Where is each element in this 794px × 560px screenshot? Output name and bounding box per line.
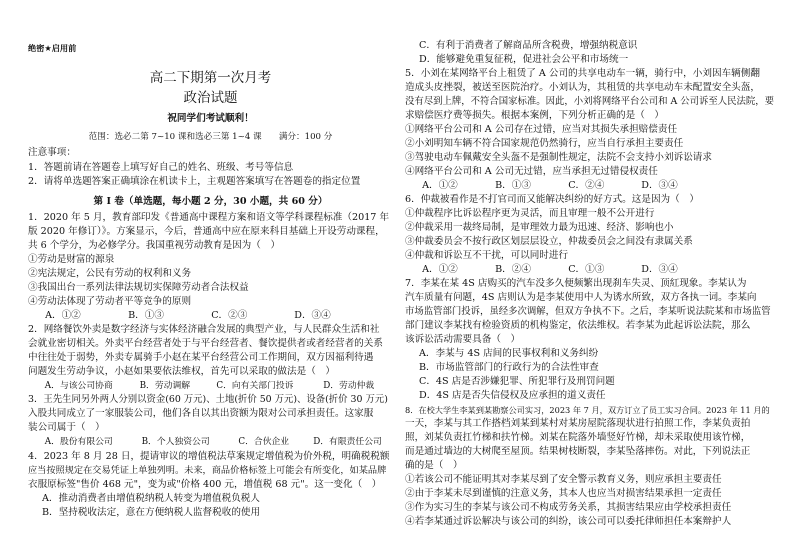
exam-scope: 范围：选必二第 7~10 课和选必三第 1~4 课 满分：100 分 bbox=[88, 132, 333, 142]
q6-line: 6．仲裁被看作是不打官司而又能解决纠纷的好方式。这是因为（ ） bbox=[405, 194, 699, 205]
q2-option-c[interactable]: C．向有关部门投诉 bbox=[216, 381, 294, 391]
note-1: 1．答题前请在答题卷上填写好自己的姓名、班级、考号等信息 bbox=[28, 162, 294, 173]
q4-option-c[interactable]: C．有利于消费者了解商品所含税费，增强纳税意识 bbox=[419, 40, 638, 51]
q5-statement: ④网络平台公司和 A 公司无过错，应当承担无过错侵权责任 bbox=[405, 166, 658, 177]
q2-line: 2．网络餐饮外卖是数字经济与实体经济融合发展的典型产业，与人民群众生活和社 bbox=[28, 324, 380, 335]
q8-line: ①若该公司不能证明其对李某尽到了安全警示教育义务，则应承担主要责任 bbox=[405, 474, 722, 485]
q5-line: 造成头皮挫裂，被送至医院治疗。小刘认为，其租赁的共享电动车未配置安全头盔， bbox=[405, 82, 760, 93]
q2-option-d[interactable]: D．劳动仲裁 bbox=[323, 381, 375, 391]
q5-line: 5．小刘在某网络平台上租赁了 A 公司的共享电动车一辆，骑行中，小刘因车辆侧翻 bbox=[405, 68, 760, 79]
q4-line: 衣服原标签"售价 468 元"，变为或"价格 400 元，增值税 68 元"。这一变化（ ） bbox=[28, 479, 382, 490]
q2-line: 会就业密切相关。外卖平台经营者处于与平台经营者、餐饮提供者或者经营者的关系 bbox=[28, 338, 383, 349]
q7-line: 部门建议李某找有检验资质的机构鉴定，依法维权。若李某为此起诉讼法院，那么 bbox=[405, 320, 751, 331]
q5-line: 求赔偿医疗费等损失。根据本案例，下列分析正确的是（ ） bbox=[405, 110, 665, 121]
q6-option-c[interactable]: C．①③ bbox=[568, 264, 605, 275]
q1-option-d[interactable]: D．③④ bbox=[294, 310, 331, 321]
q6-statement: ③仲裁委员会不按行政区划层层设立，仲裁委员会之间没有隶属关系 bbox=[405, 236, 693, 247]
q7-line: 汽车质量有问题，4S 店则认为是李某使用中人为诱水所致，双方各执一词。李某向 bbox=[405, 292, 757, 303]
q8-statement: ④若李某通过诉讼解决与该公司的纠纷，该公司可以委托律师担任本案辩护人 bbox=[405, 516, 732, 527]
q7-option-a[interactable]: A．李某与 4S 店间的民事权利和义务纠纷 bbox=[419, 348, 599, 359]
q1-line: 1．2020 年 5 月，教育部印发《普通高中课程方案和语文等学科课程标准（2017 年 bbox=[28, 212, 390, 223]
q3-option-d[interactable]: D．有限责任公司 bbox=[313, 437, 382, 447]
exam-title: 高二下期第一次月考 bbox=[149, 70, 272, 86]
q1-line: 共 6 个学分，为必修学分。我国重视劳动教育是因为（ ） bbox=[28, 240, 281, 251]
q5-option-b[interactable]: B．①③ bbox=[495, 180, 531, 191]
q6-option-d[interactable]: D．③④ bbox=[641, 264, 678, 275]
note-2: 2．请将单选题答案正确填涂在机读卡上，主观题答案填写在答题卷的指定位置 bbox=[28, 176, 361, 187]
q8-line: 一天，李某与其工作搭档刘某到某村对某房屋院落现状进行拍照工作，李某负责拍 bbox=[405, 418, 751, 429]
q5-statement: ③驾驶电动车佩戴安全头盔不是强制性规定，法院不会支持小刘诉讼请求 bbox=[405, 152, 712, 163]
q3-line: 装公司属于（ ） bbox=[28, 422, 105, 433]
q6-statement: ①仲裁程序比诉讼程序更为灵活，而且审理一般不公开进行 bbox=[405, 208, 655, 219]
notes-heading: 注意事项： bbox=[28, 147, 76, 158]
q5-option-a[interactable]: A．①② bbox=[422, 180, 458, 191]
q7-option-c[interactable]: C．4S 店是否涉嫌犯罪、所犯罪行及刑罚问题 bbox=[419, 376, 615, 387]
q2-line: 中往往处于弱势，外卖专属骑手小赵在某平台经营公司工作期间，双方因福利待遇 bbox=[28, 352, 374, 363]
secret-mark: 绝密★启用前 bbox=[28, 43, 77, 53]
q6-statement: ④仲裁和诉讼互不干扰，可以同时进行 bbox=[405, 250, 569, 261]
q4-line: 4．2023 年 8 月 28 日，提请审议的增值税法草案规定增值税为价外税，明确税税额 bbox=[28, 451, 390, 462]
q7-option-b[interactable]: B．市场监管部门的行政行为的合法性审查 bbox=[419, 362, 599, 373]
q3-line: 3．王先生同另外两人分别以资金(60 万元)、土地(折价 50 万元)、设备(折价 30 万元) bbox=[28, 394, 388, 405]
q3-option-b[interactable]: B．个人独资公司 bbox=[141, 437, 210, 447]
q8-line: 确的是（ ） bbox=[405, 460, 463, 471]
q2-options bbox=[28, 380, 393, 392]
q7-option-d[interactable]: D．4S 店是否失信侵权及应承担的道义责任 bbox=[419, 390, 606, 401]
q2-option-a[interactable]: A．与该公司协商 bbox=[44, 381, 113, 391]
q7-line: 该诉讼活动需要具备（ ） bbox=[405, 334, 521, 345]
q4-option-b[interactable]: B．坚持税收法定，意在方便纳税人监督税收的使用 bbox=[42, 507, 261, 518]
q3-option-a[interactable]: A．股份有限公司 bbox=[44, 437, 113, 447]
q1-options bbox=[28, 310, 374, 322]
q5-statement: ②小刘明知车辆不符合国家规范仍然骑行，应当自行承担主要责任 bbox=[405, 138, 684, 149]
q8-line: 8．在校大学生李某到某勘察公司实习，2023 年 7 月，双方订立了员工实习合同。2023 年 11 月的 bbox=[405, 405, 770, 415]
q2-line: 问题发生劳动争议，小赵如果要依法维权，首先可以采取的做法是（ ） bbox=[28, 366, 335, 377]
q7-line: 市场监管部门投诉，虽经多次调解，但双方争执不下。之后，李某听说法院某和市场监管 bbox=[405, 306, 771, 317]
q5-statement: ①网络平台公司和 A 公司存在过错，应当对其损失承担赔偿责任 bbox=[405, 124, 678, 135]
q5-options bbox=[405, 180, 711, 192]
q1-option-b[interactable]: B．①③ bbox=[128, 310, 164, 321]
q3-options bbox=[28, 436, 393, 448]
exam-subtitle: 政治试题 bbox=[183, 90, 238, 106]
q4-option-a[interactable]: A．推动消费者由增值税纳税人转变为增值税负税人 bbox=[42, 493, 260, 504]
q2-option-b[interactable]: B．劳动调解 bbox=[139, 381, 191, 391]
part1-heading: 第 I 卷（单选题，每小题 2 分，30 小题，共 60 分） bbox=[93, 196, 328, 207]
q1-option-a[interactable]: A．①② bbox=[45, 310, 81, 321]
q1-statement: ③我国出台一系列法律法规切实保障劳动者合法权益 bbox=[28, 282, 249, 293]
q8-statement: ②由于李某未尽到谨慎的注意义务，其本人也应当对损害结果承担一定责任 bbox=[405, 488, 722, 499]
q1-statement: ①劳动是财富的源泉 bbox=[28, 254, 115, 265]
q5-line: 没有尽到上牌，不符合国家标准。因此，小刘将网络平台公司和 A 公司诉至人民法院，要 bbox=[405, 96, 774, 107]
q6-options bbox=[405, 264, 711, 276]
q5-option-c[interactable]: C．②④ bbox=[568, 180, 605, 191]
q7-line: 7．李某在某 4S 店购买的汽车没多久便频繁出现刹车失灵、顶紅现象。李某认为 bbox=[405, 278, 747, 289]
q8-line: 而是通过墙边的大树爬至屋顶。结果树枝断裂，李某坠落摔伤。对此，下列说法正 bbox=[405, 446, 751, 457]
q1-option-c[interactable]: C．②③ bbox=[211, 310, 248, 321]
q4-line: 应当按照规定在交易凭证上单独列明。未来，商品价格标签上可能会有所变化，如某品牌 bbox=[28, 465, 387, 476]
q5-option-d[interactable]: D．③④ bbox=[641, 180, 678, 191]
q4-option-d[interactable]: D．能够避免重复征税，促进社会公平和市场统一 bbox=[419, 54, 629, 65]
q6-option-b[interactable]: B．②④ bbox=[495, 264, 531, 275]
q6-statement: ②仲裁采用一裁终局制，是审理效力最为迅速、经济、影响也小 bbox=[405, 222, 674, 233]
q1-statement: ④劳动法体现了劳动者平等竞争的原则 bbox=[28, 296, 192, 307]
blessing: 祝同学们考试顺利！ bbox=[167, 113, 254, 124]
q8-statement: ③作为实习生的李某与该公司不构成劳务关系，其损害结果应由学校承担责任 bbox=[405, 502, 732, 513]
q6-option-a[interactable]: A．①② bbox=[422, 264, 458, 275]
q8-line: 照，刘某负责扛竹梯和扶竹梯。刘某在院落外墙竖好竹梯，却未采取使用该竹梯， bbox=[405, 432, 751, 443]
q3-line: 入股共同成立了一家服装公司，他们各自以其出资额为限对公司承担责任。这家服 bbox=[28, 408, 374, 419]
q3-option-c[interactable]: C．合伙企业 bbox=[238, 437, 290, 447]
q1-statement: ②宪法规定，公民有劳动的权利和义务 bbox=[28, 268, 192, 279]
q1-line: 版 2020 年修订）》。方案显示，今后，普通高中应在原来科目基础上开设劳动课程， bbox=[28, 226, 385, 237]
